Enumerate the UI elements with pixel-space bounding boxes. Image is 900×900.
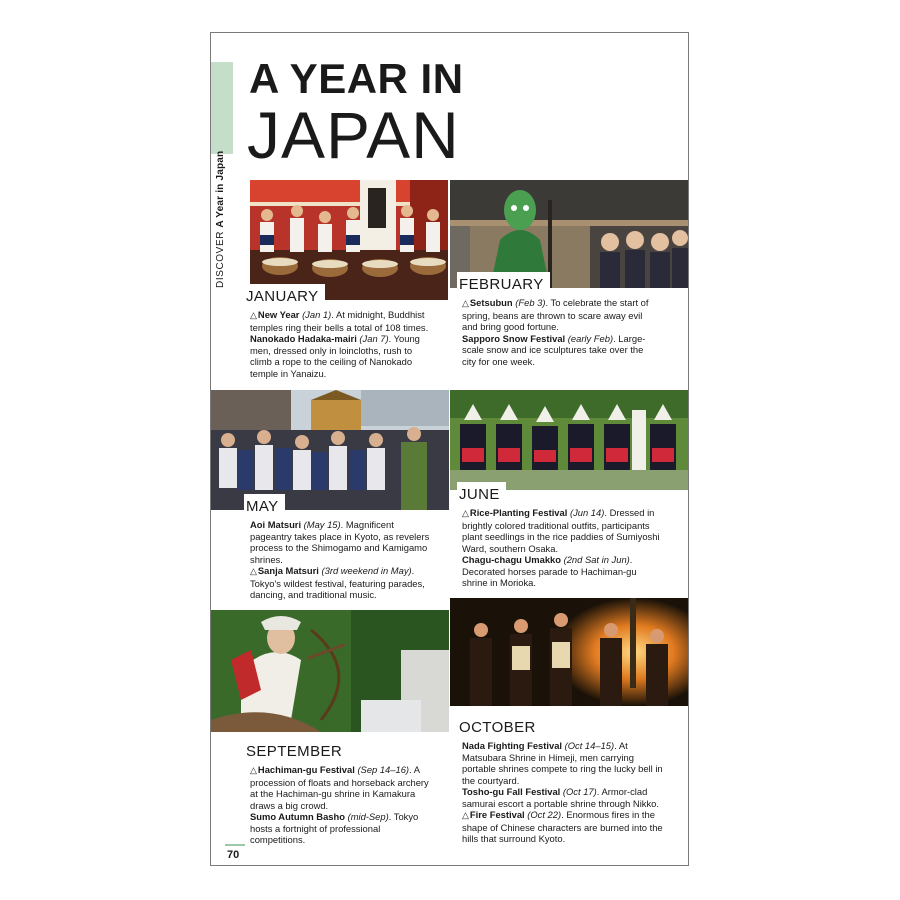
photo-january-drummers <box>250 180 448 300</box>
event-entry: △Rice-Planting Festival (Jun 14). Dressed in brightly colored traditional outfits, participants plant seedlings in the rice paddies of Sumiyoshi Ward, southern Osaka. <box>462 507 660 554</box>
event-entry: △Hachiman-gu Festival (Sep 14–16). A procession of floats and horseback archery at the Hachiman-gu shrine in Kamakura draws a big crowd. <box>250 764 429 811</box>
event-entry: △Fire Festival (Oct 22). Enormous fires in the shape of Chinese characters are burned into the hills that surround Kyoto. <box>462 809 663 844</box>
photo-september-archer <box>211 610 449 732</box>
event-entry: Tosho-gu Fall Festival (Oct 17). Armor-clad samurai escort a portable shrine through Nikko. <box>462 786 659 809</box>
event-entry: △Sanja Matsuri (3rd weekend in May). Tokyo's wildest festival, featuring parades, dancing, and traditional music. <box>250 565 425 600</box>
month-events-october <box>462 740 666 845</box>
event-entry: Aoi Matsuri (May 15). Magnificent pageantry takes place in Kyoto, as revelers process to the Shimogamo and Kamigamo shrines. <box>250 519 430 565</box>
month-heading-october: OCTOBER <box>457 715 542 738</box>
featured-event-marker-icon: △ <box>462 810 469 820</box>
event-entry: △Setsubun (Feb 3). To celebrate the start of spring, beans are thrown to scare away evil and bring good fortune. <box>462 297 649 332</box>
featured-event-marker-icon: △ <box>250 566 257 576</box>
section-accent-bar <box>211 62 233 154</box>
event-entry: Chagu-chagu Umakko (2nd Sat in Jun). Decorated horses parade to Hachiman-gu shrine in Morioka. <box>462 554 637 588</box>
month-heading-june: JUNE <box>457 482 506 505</box>
section-side-label: DISCOVER A Year in Japan <box>215 150 226 288</box>
month-heading-january: JANUARY <box>244 284 325 307</box>
event-entry: Nanokado Hadaka-mairi (Jan 7). Young men, dressed only in loincloths, rush to climb a rope to the ceiling of Nanokado temple in Yanaizu. <box>250 333 420 379</box>
featured-event-marker-icon: △ <box>250 310 257 320</box>
page-number: 70 <box>227 849 240 861</box>
month-events-january <box>250 309 436 379</box>
featured-event-marker-icon: △ <box>250 765 257 775</box>
event-entry: Sumo Autumn Basho (mid-Sep). Tokyo hosts a fortnight of professional competitions. <box>250 811 419 845</box>
event-entry: Nada Fighting Festival (Oct 14–15). At Matsubara Shrine in Himeji, men carrying portable shrines compete to ring the lucky bell in the courtyard. <box>462 740 663 786</box>
page-title-line2: JAPAN <box>247 98 460 172</box>
month-heading-september: SEPTEMBER <box>244 739 348 762</box>
guidebook-page <box>210 32 689 866</box>
footer-accent-rule <box>225 844 245 846</box>
photo-may-crowd <box>211 390 449 510</box>
month-heading-february: FEBRUARY <box>457 272 550 295</box>
event-entry: Sapporo Snow Festival (early Feb). Large-scale snow and ice sculptures take over the city for one week. <box>462 332 646 367</box>
month-events-september <box>250 764 436 846</box>
event-entry: △New Year (Jan 1). At midnight, Buddhist temples ring their bells a total of 108 times. <box>250 309 429 333</box>
month-events-february <box>462 297 658 367</box>
page-title-line1: A YEAR IN <box>249 55 464 102</box>
month-events-may <box>250 519 436 601</box>
month-heading-may: MAY <box>244 494 285 517</box>
photo-june-rice-planting <box>450 390 689 490</box>
featured-event-marker-icon: △ <box>462 508 469 518</box>
month-events-june <box>462 507 662 589</box>
featured-event-marker-icon: △ <box>462 298 469 308</box>
photo-october-fire-festival <box>450 598 689 706</box>
